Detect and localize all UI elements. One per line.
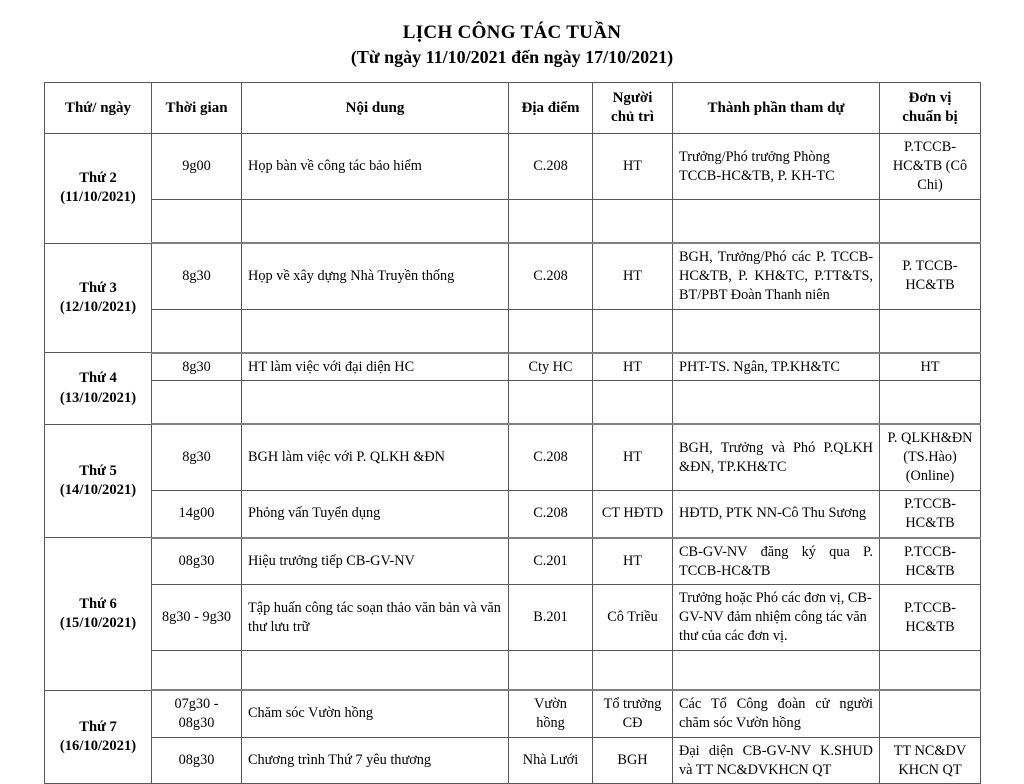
unit-line3: (Online) bbox=[905, 468, 955, 485]
cell-chair: CT HĐTD bbox=[593, 491, 673, 538]
day-label-line1: Thứ 5 bbox=[79, 462, 117, 479]
column-header-chair bbox=[593, 83, 673, 134]
day-label-line2: (16/10/2021) bbox=[59, 738, 137, 755]
column-header-time: Thời gian bbox=[152, 83, 242, 134]
cell-place: C.201 bbox=[509, 538, 593, 585]
cell-unit bbox=[880, 243, 981, 309]
cell-chair bbox=[593, 690, 673, 737]
table-row bbox=[45, 538, 981, 585]
day-label-line2: (12/10/2021) bbox=[59, 298, 137, 315]
chair-line2: CĐ bbox=[622, 714, 643, 731]
cell-time: 8g30 - 9g30 bbox=[152, 585, 242, 651]
cell-content: Chăm sóc Vườn hồng bbox=[242, 690, 509, 737]
cell-time-empty bbox=[152, 651, 242, 691]
cell-content: HT làm việc với đại diện HC bbox=[242, 353, 509, 381]
cell-content: Họp bàn về công tác bảo hiểm bbox=[242, 134, 509, 200]
day-label-line1: Thứ 3 bbox=[79, 279, 117, 296]
cell-attendees: Trưởng/Phó trưởng Phòng TCCB-HC&TB, P. KH-TC bbox=[673, 134, 880, 200]
column-header-unit-line2: chuẩn bị bbox=[902, 109, 958, 126]
cell-time bbox=[152, 690, 242, 737]
unit-line2: HC&TB bbox=[905, 277, 955, 294]
cell-place-empty bbox=[509, 309, 593, 353]
table-row-spacer bbox=[45, 651, 981, 691]
cell-time-empty bbox=[152, 381, 242, 425]
cell-content: Chương trình Thứ 7 yêu thương bbox=[242, 737, 509, 784]
unit-line1: TT NC&DV bbox=[893, 742, 967, 759]
table-row bbox=[45, 585, 981, 651]
day-cell-fri bbox=[45, 538, 152, 690]
cell-chair-empty bbox=[593, 200, 673, 244]
cell-place-empty bbox=[509, 651, 593, 691]
day-label-line1: Thứ 2 bbox=[79, 170, 117, 187]
cell-unit-empty bbox=[880, 200, 981, 244]
cell-attendees: Các Tổ Công đoàn cử người chăm sóc Vườn hồng bbox=[673, 690, 880, 737]
cell-attendees-empty bbox=[673, 200, 880, 244]
cell-place-empty bbox=[509, 381, 593, 425]
cell-attendees: CB-GV-NV đăng ký qua P. TCCB-HC&TB bbox=[673, 538, 880, 585]
day-cell-thu bbox=[45, 424, 152, 537]
cell-time: 8g30 bbox=[152, 424, 242, 490]
unit-line2: HC&TB bbox=[905, 514, 955, 531]
column-header-chair-line2: chủ trì bbox=[611, 109, 654, 126]
time-line2: 08g30 bbox=[178, 714, 215, 731]
title-block bbox=[0, 0, 1024, 68]
day-cell-sat bbox=[45, 690, 152, 784]
time-line1: 07g30 - bbox=[174, 696, 219, 713]
column-header-chair-line1: Người bbox=[612, 89, 653, 106]
cell-unit bbox=[880, 538, 981, 585]
cell-content-empty bbox=[242, 381, 509, 425]
table-row bbox=[45, 353, 981, 381]
cell-content-empty bbox=[242, 651, 509, 691]
cell-place-empty bbox=[509, 200, 593, 244]
cell-chair: HT bbox=[593, 134, 673, 200]
cell-place: C.208 bbox=[509, 424, 593, 490]
cell-attendees-empty bbox=[673, 381, 880, 425]
cell-content: Tập huấn công tác soạn thảo văn bản và văn thư lưu trữ bbox=[242, 585, 509, 651]
cell-content: BGH làm việc với P. QLKH &ĐN bbox=[242, 424, 509, 490]
unit-line1: P.TCCB- bbox=[903, 599, 957, 616]
cell-unit bbox=[880, 690, 981, 737]
cell-chair: Cô Triều bbox=[593, 585, 673, 651]
cell-place: Cty HC bbox=[509, 353, 593, 381]
day-label-line1: Thứ 6 bbox=[79, 595, 117, 612]
cell-unit-empty bbox=[880, 651, 981, 691]
cell-time: 14g00 bbox=[152, 491, 242, 538]
unit-line1: P.TCCB- bbox=[903, 496, 957, 513]
cell-chair-empty bbox=[593, 381, 673, 425]
cell-unit-empty bbox=[880, 381, 981, 425]
day-label-line2: (15/10/2021) bbox=[59, 614, 137, 631]
cell-chair: HT bbox=[593, 353, 673, 381]
cell-place: C.208 bbox=[509, 243, 593, 309]
unit-line1: P. TCCB- bbox=[902, 258, 958, 275]
day-label-line1: Thứ 4 bbox=[79, 370, 117, 387]
cell-chair: HT bbox=[593, 424, 673, 490]
table-row bbox=[45, 690, 981, 737]
cell-attendees-empty bbox=[673, 651, 880, 691]
cell-attendees: PHT-TS. Ngân, TP.KH&TC bbox=[673, 353, 880, 381]
table-row-spacer bbox=[45, 309, 981, 353]
cell-content: Phỏng vấn Tuyển dụng bbox=[242, 491, 509, 538]
unit-line1: P. QLKH&ĐN bbox=[887, 430, 973, 447]
table-header-row bbox=[45, 83, 981, 134]
cell-attendees: BGH, Trưởng/Phó các P. TCCB-HC&TB, P. KH&TC, P.TT&TS, BT/PBT Đoàn Thanh niên bbox=[673, 243, 880, 309]
day-label-line2: (14/10/2021) bbox=[59, 482, 137, 499]
cell-time-empty bbox=[152, 309, 242, 353]
cell-time: 8g30 bbox=[152, 243, 242, 309]
unit-line2: HC&TB bbox=[905, 562, 955, 579]
cell-attendees: BGH, Trưởng và Phó P.QLKH &ĐN, TP.KH&TC bbox=[673, 424, 880, 490]
cell-unit-empty bbox=[880, 309, 981, 353]
unit-line1: P.TCCB- bbox=[903, 543, 957, 560]
unit-line2: KHCN QT bbox=[898, 761, 962, 778]
unit-line2: HC&TB (Cô bbox=[892, 158, 968, 175]
cell-unit bbox=[880, 424, 981, 490]
weekly-schedule-table bbox=[44, 82, 981, 784]
cell-attendees: HĐTD, PTK NN-Cô Thu Sương bbox=[673, 491, 880, 538]
place-line1: Vườn bbox=[534, 696, 567, 713]
day-cell-mon bbox=[45, 134, 152, 243]
cell-place: Nhà Lưới bbox=[509, 737, 593, 784]
cell-attendees: Trưởng hoặc Phó các đơn vị, CB-GV-NV đảm nhiệm công tác văn thư của các đơn vị. bbox=[673, 585, 880, 651]
cell-place: B.201 bbox=[509, 585, 593, 651]
day-label-line1: Thứ 7 bbox=[79, 718, 117, 735]
table-row bbox=[45, 737, 981, 784]
unit-line3: Chi) bbox=[917, 177, 943, 194]
day-label-line2: (13/10/2021) bbox=[59, 389, 137, 406]
cell-time: 08g30 bbox=[152, 538, 242, 585]
cell-chair-empty bbox=[593, 309, 673, 353]
cell-time: 08g30 bbox=[152, 737, 242, 784]
cell-content-empty bbox=[242, 309, 509, 353]
cell-time: 9g00 bbox=[152, 134, 242, 200]
cell-unit bbox=[880, 737, 981, 784]
cell-unit: HT bbox=[880, 353, 981, 381]
place-line2: hồng bbox=[536, 714, 565, 731]
page-subtitle: (Từ ngày 11/10/2021 đến ngày 17/10/2021) bbox=[350, 46, 674, 67]
table-row bbox=[45, 491, 981, 538]
day-cell-tue bbox=[45, 243, 152, 353]
column-header-unit bbox=[880, 83, 981, 134]
cell-place: C.208 bbox=[509, 491, 593, 538]
cell-place: C.208 bbox=[509, 134, 593, 200]
table-row-spacer bbox=[45, 200, 981, 244]
table-header bbox=[45, 83, 981, 134]
column-header-day: Thứ/ ngày bbox=[45, 83, 152, 134]
cell-content: Họp về xây dựng Nhà Truyền thống bbox=[242, 243, 509, 309]
unit-line1: P.TCCB- bbox=[903, 139, 957, 156]
chair-line1: Tổ trưởng bbox=[603, 696, 662, 713]
schedule-table-wrapper bbox=[44, 82, 980, 784]
cell-content: Hiệu trưởng tiếp CB-GV-NV bbox=[242, 538, 509, 585]
table-body bbox=[45, 134, 981, 784]
table-row bbox=[45, 424, 981, 490]
cell-unit bbox=[880, 134, 981, 200]
table-row bbox=[45, 134, 981, 200]
cell-chair: HT bbox=[593, 243, 673, 309]
cell-chair: BGH bbox=[593, 737, 673, 784]
day-label-line2: (11/10/2021) bbox=[60, 189, 136, 206]
cell-attendees: Đại diện CB-GV-NV K.SHUD và TT NC&DVKHCN QT bbox=[673, 737, 880, 784]
cell-content-empty bbox=[242, 200, 509, 244]
cell-unit bbox=[880, 585, 981, 651]
column-header-unit-line1: Đơn vị bbox=[908, 89, 952, 106]
cell-chair: HT bbox=[593, 538, 673, 585]
cell-time: 8g30 bbox=[152, 353, 242, 381]
cell-time-empty bbox=[152, 200, 242, 244]
day-cell-wed bbox=[45, 353, 152, 425]
table-row bbox=[45, 243, 981, 309]
cell-unit bbox=[880, 491, 981, 538]
unit-line2: HC&TB bbox=[905, 618, 955, 635]
column-header-place: Địa điểm bbox=[509, 83, 593, 134]
cell-chair-empty bbox=[593, 651, 673, 691]
unit-line2: (TS.Hào) bbox=[903, 449, 957, 466]
page-title: LỊCH CÔNG TÁC TUẦN bbox=[402, 22, 622, 43]
table-row-spacer bbox=[45, 381, 981, 425]
column-header-content: Nội dung bbox=[242, 83, 509, 134]
cell-attendees-empty bbox=[673, 309, 880, 353]
column-header-attendees: Thành phần tham dự bbox=[673, 83, 880, 134]
cell-place bbox=[509, 690, 593, 737]
